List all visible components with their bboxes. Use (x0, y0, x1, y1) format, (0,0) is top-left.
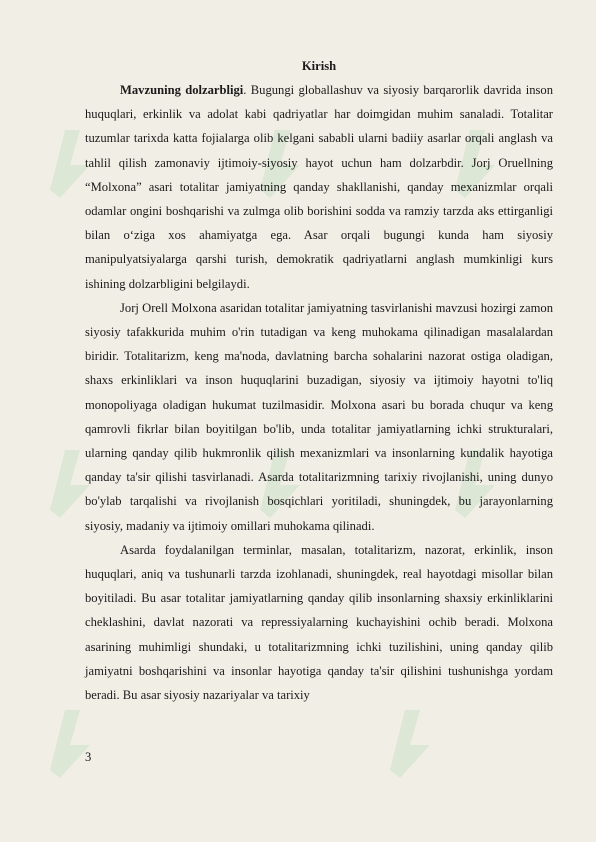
paragraph-terms (85, 538, 553, 707)
paragraph-relevance (85, 78, 553, 296)
paragraph-text: Asarda foydalanilgan terminlar, masalan, totalitarizm, nazorat, erkinlik, inson huquqlari, aniq va tushunarli tarzda izohlanadi, shuningdek, real hayotdagi misollar bilan boyitiladi. Bu asar totalitar jamiyatlarning qanday qilib insonlarning shaxsiy erkinliklarini cheklashini, davlat nazorati va repressiyalarning kuchayishini ochib beradi. Molxona asarining muhimligi shundaki, u totalitarizmning ichki tuzilishini, uning qanday qilib jamiyatni boshqarishini va insonlar hayotiga qanday ta'sir qilishini tushunishga yordam beradi. Bu asar siyosiy nazariyalar va tarixiy (85, 542, 553, 703)
page-number: 3 (85, 750, 92, 764)
watermark-logo-icon (40, 700, 100, 780)
paragraph-lead: Mavzuning dolzarbligi (120, 83, 244, 97)
document-body (85, 54, 553, 707)
section-title: Kirish (301, 59, 337, 73)
paragraph-text: . Bugungi globallashuv va siyosiy barqarorlik davrida inson huquqlari, erkinlik va adolat kabi qadriyatlar har doimgidan muhim sanaladi. Totalitar tuzumlar tarixda katta fojialarga olib kelgani sababli ularni badiiy asarlar orqali anglash va tahlil qilish zamonaviy ijtimoiy-siyosiy hayot uchun ham dolzarbdir. Jorj Oruellning “Molxona” asari totalitar jamiyatning qanday shakllanishi, qanday mexanizmlar orqali odamlar ongini boshqarishi va zulmga olib borishini sodda va ramziy tarzda aks ettirganligi bilan o‘ziga xos ahamiyatga ega. Asar orqali bugungi kunda ham siyosiy manipulyatsiyalarga qarshi turish, demokratik qadriyatlarni anglash mumkinligi kurs ishining dolzarbligini belgilaydi. (85, 83, 553, 291)
paragraph-text: Jorj Orell Molxona asaridan totalitar jamiyatning tasvirlanishi mavzusi hozirgi zamon siyosiy tafakkurida muhim o'rin tutadigan va keng muhokama qilinadigan masalalardan biridir. Totalitarizm, keng ma'noda, davlatning barcha sohalarini nazorat ostiga oladigan, shaxs erkinliklari va inson huquqlarini buzadigan, siyosiy va ijtimoiy hayotni to'liq monopoliyaga oladigan hukumat tuzilmasidir. Molxona asari bu borada chuqur va keng qamrovli fikrlar bilan boyitilgan bo'lib, unda totalitar jamiyatlarning ichki strukturalari, ularning qanday qilib hukmronlik qilish mexanizmlari va insonlarning kundalik hayotiga qanday ta'sir qilishi tasvirlanadi. Asarda totalitarizmning tarixiy rivojlanishi, uning dunyo bo'ylab tarqalishi va rivojlanish bosqichlari yoritiladi, shuningdek, bu jarayonlarning siyosiy, madaniy va ijtimoiy omillari muhokama qilinadi. (85, 300, 553, 533)
paragraph-totalitarianism (85, 296, 553, 538)
watermark-logo-icon (380, 700, 440, 780)
